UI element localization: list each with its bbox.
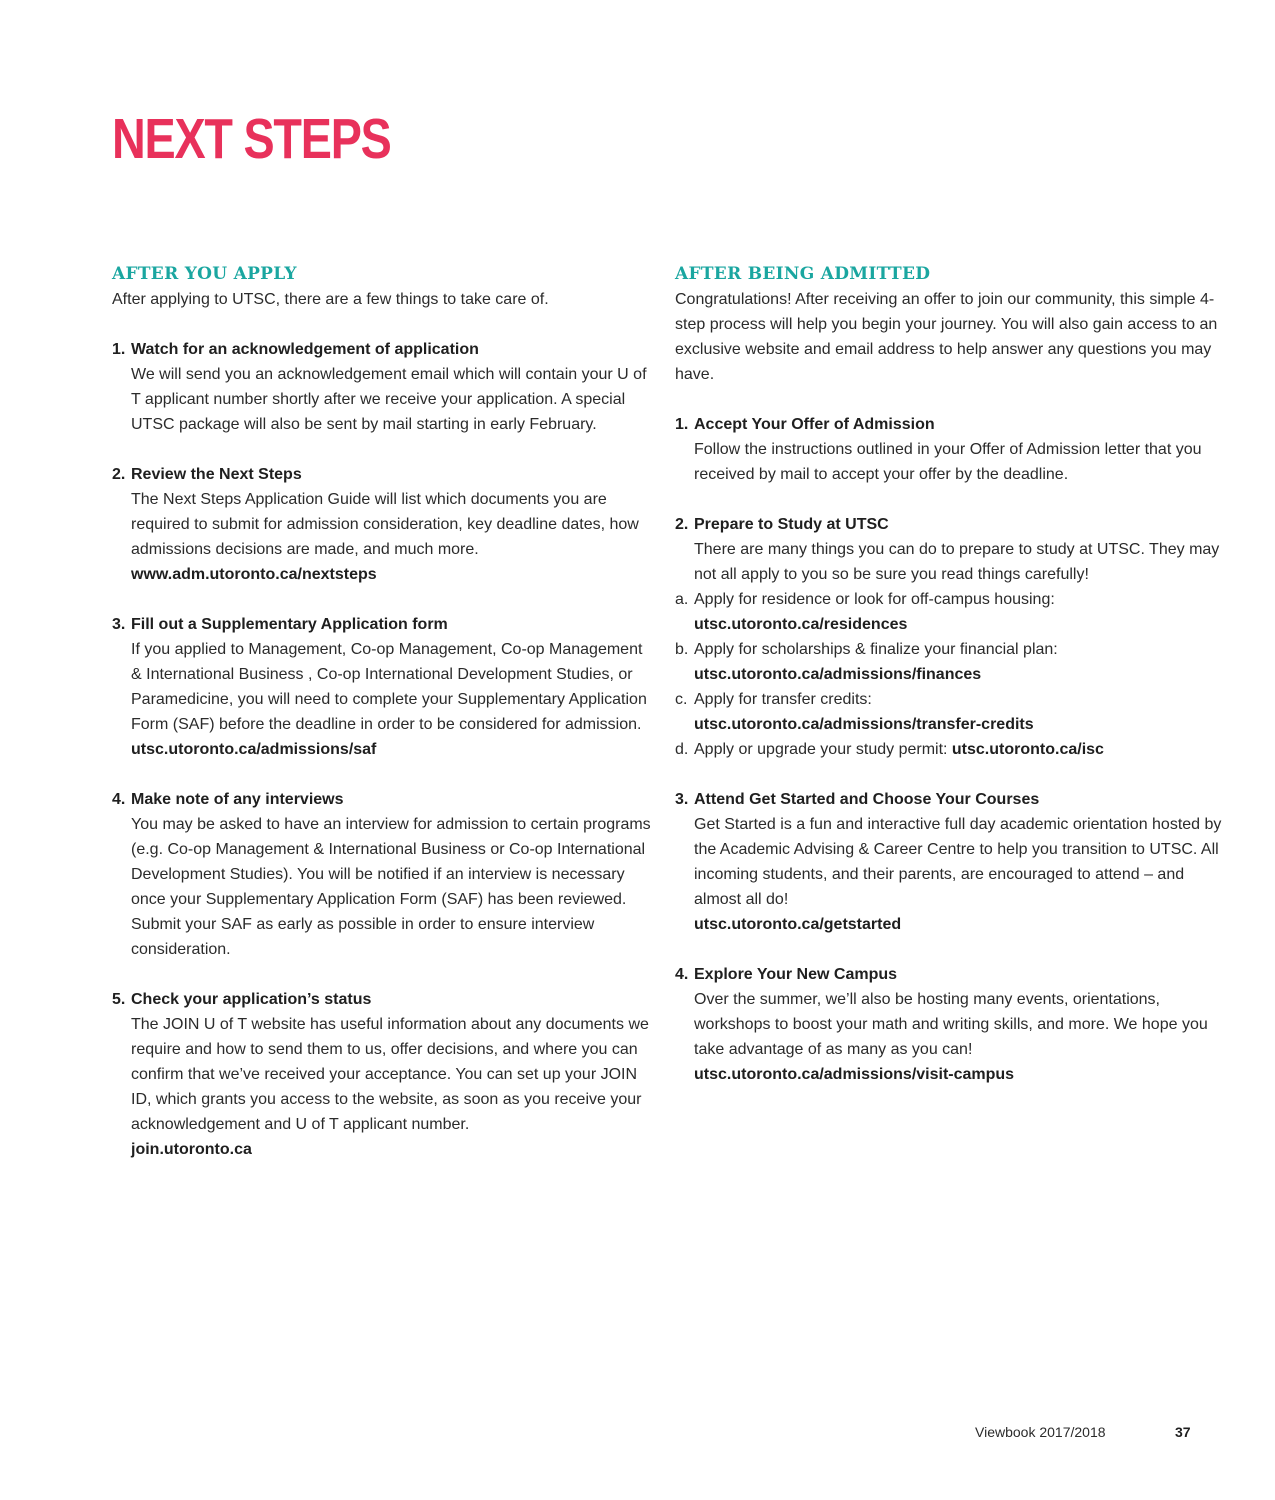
list-item: b. Apply for scholarships & finalize your financial plan: utsc.utoronto.ca/admissions/finances (675, 637, 1235, 687)
admitted-step-2-body: There are many things you can do to prepare to study at UTSC. They may not all apply to you so be sure you read things carefully! (694, 541, 1220, 583)
apply-step-4 (112, 787, 652, 962)
saf-link[interactable]: utsc.utoronto.ca/admissions/saf (131, 741, 377, 758)
apply-step-5-body: The JOIN U of T website has useful information about any documents we require and how to send them to us, offer decisions, and where you can confirm that we’ve received your acceptance. You can set up your JOIN ID, which grants you access to the website, as soon as you receive your acknowledgement and U of T applicant number. join.utoronto.ca (112, 1012, 652, 1162)
apply-step-5-title: 5. Check your application’s status (112, 991, 372, 1008)
join-link[interactable]: join.utoronto.ca (131, 1141, 252, 1158)
apply-step-5 (112, 987, 652, 1162)
nextsteps-link[interactable]: www.adm.utoronto.ca/nextsteps (131, 566, 377, 583)
visit-campus-link[interactable]: utsc.utoronto.ca/admissions/visit-campus (694, 1066, 1015, 1083)
admitted-step-2-title: 2. Prepare to Study at UTSC (675, 516, 889, 533)
list-item: c. Apply for transfer credits: utsc.utoronto.ca/admissions/transfer-credits (675, 687, 1235, 737)
apply-step-1-title: 1. Watch for an acknowledgement of application (112, 341, 479, 358)
after-you-apply-heading: AFTER YOU APPLY (112, 264, 297, 284)
isc-link[interactable]: utsc.utoronto.ca/isc (951, 741, 1104, 758)
apply-step-2-body: The Next Steps Application Guide will list which documents you are required to submit for admission consideration, key deadline dates, how admissions decisions are made, and much more. www.adm.utoronto.ca/nextsteps (112, 487, 652, 587)
admitted-step-4 (675, 962, 1235, 1087)
admitted-step-2 (675, 512, 1235, 762)
after-being-admitted-intro: Congratulations! After receiving an offer to join our community, this simple 4-step process will help you begin your journey. You will also gain access to an exclusive website and email address to help answer any questions you may have. (675, 291, 1218, 383)
apply-step-4-title: 4. Make note of any interviews (112, 791, 344, 808)
apply-step-4-body: You may be asked to have an interview for admission to certain programs (e.g. Co-op Management & International Business or Co-op International Development Studies). You will be notified if an interview is necessary once your Supplementary Application Form (SAF) has been reviewed. Submit your SAF as early as possible in order to ensure interview consideration. (131, 816, 651, 958)
finances-link[interactable]: utsc.utoronto.ca/admissions/finances (694, 666, 982, 683)
apply-step-1 (112, 337, 652, 437)
admitted-step-4-body: Over the summer, we’ll also be hosting many events, orientations, workshops to boost your math and writing skills, and more. We hope you take advantage of as many as you can! utsc.utoronto.ca/admissions/visit-campus (675, 987, 1235, 1087)
admitted-step-4-title: 4. Explore Your New Campus (675, 966, 898, 983)
admitted-step-3-title: 3. Attend Get Started and Choose Your Courses (675, 791, 1040, 808)
transfer-credits-link[interactable]: utsc.utoronto.ca/admissions/transfer-credits (694, 716, 1034, 733)
apply-step-3-title: 3. Fill out a Supplementary Application form (112, 616, 448, 633)
apply-step-3-body: If you applied to Management, Co-op Management, Co-op Management & International Business , Co-op International Development Studies, or Paramedicine, you will need to complete your Supplementary Application Form (SAF) before the deadline in order to be considered for admission. utsc.utoronto.ca/admissions/saf (112, 637, 652, 762)
list-item: a. Apply for residence or look for off-campus housing: utsc.utoronto.ca/residences (675, 587, 1235, 637)
apply-step-3 (112, 612, 652, 762)
after-you-apply-column (112, 262, 652, 1187)
after-being-admitted-heading: AFTER BEING ADMITTED (675, 264, 931, 284)
admitted-step-1-title: 1. Accept Your Offer of Admission (675, 416, 935, 433)
after-being-admitted-column (675, 262, 1235, 1112)
list-item: d. Apply or upgrade your study permit: utsc.utoronto.ca/isc (675, 741, 1104, 758)
admitted-step-3-body: Get Started is a fun and interactive full day academic orientation hosted by the Academic Advising & Career Centre to help you transition to UTSC. All incoming students, and their parents, are encouraged to attend – and almost all do! utsc.utoronto.ca/getstarted (675, 812, 1235, 937)
getstarted-link[interactable]: utsc.utoronto.ca/getstarted (694, 916, 902, 933)
admitted-step-3 (675, 787, 1235, 937)
apply-step-2-title: 2. Review the Next Steps (112, 466, 302, 483)
admitted-step-1-body: Follow the instructions outlined in your Offer of Admission letter that you received by mail to accept your offer by the deadline. (694, 441, 1202, 483)
admitted-step-1 (675, 412, 1235, 487)
after-you-apply-intro: After applying to UTSC, there are a few things to take care of. (112, 291, 549, 308)
apply-step-1-body: We will send you an acknowledgement email which will contain your U of T applicant number shortly after we receive your application. A special UTSC package will also be sent by mail starting in early February. (131, 366, 647, 433)
page-title: NEXT STEPS (112, 107, 391, 171)
residences-link[interactable]: utsc.utoronto.ca/residences (694, 616, 908, 633)
apply-step-2 (112, 462, 652, 587)
page-number: 37 (1175, 1424, 1191, 1440)
footer-publication-label: Viewbook 2017/2018 (975, 1424, 1106, 1440)
